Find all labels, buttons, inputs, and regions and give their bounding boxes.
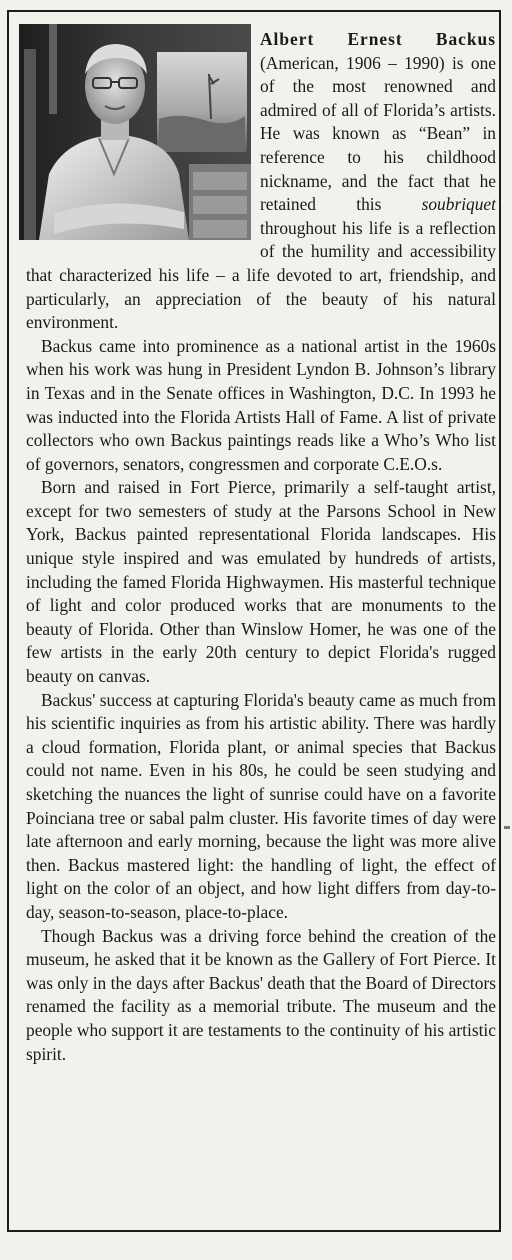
paragraph-1-intro: (American, 1906 – 1990) is one of the most renowned and admired of all of Florida’s artists. He was known as “Bean” in reference to his childhood nickname, and the fact that he retained this [260,52,496,215]
artist-name: Albert Ernest Backus [260,29,496,49]
biography-text [26,28,496,1066]
photo-float-space [26,28,254,244]
paragraph-3: Born and raised in Fort Pierce, primarily a self-taught artist, except for two semesters of study at the Parsons School in New York, Backus painted representational Florida landscapes. His unique style inspired and was emulated by hundreds of artists, including the famed Florida Highwaymen. His masterful technique of light and color produced works that are monuments to the beauty of Florida. Other than Winslow Homer, he was one of the few artists in the early 20th century to depict Florida's rugged beauty on canvas. [26,477,496,687]
paragraph-2: Backus came into prominence as a national artist in the 1960s when his work was hung in President Lyndon B. Johnson’s library in Texas and in the Senate offices in Washington, D.C. In 1993 he was inducted into the Florida Artists Hall of Fame. A list of private collectors who own Backus paintings reads like a Who’s Who list of governors, senators, congressmen and corporate C.E.O.s. [26,335,496,474]
edge-mark [504,826,510,829]
paragraph-5: Though Backus was a driving force behind the creation of the museum, he asked that it be known as the Gallery of Fort Pierce. It was only in the days after Backus' death that the Board of Directors renamed the facility as a memorial tribute. The museum and the people who support it are testaments to the continuity of his artistic spirit. [26,925,496,1064]
paragraph-1-rest: throughout his life is a reflection of the humility and accessibility that characterized his life – a life devoted to art, friendship, and particularly, an appreciation of the beauty of his natural environment. [26,217,496,333]
paragraph-1-italic: soubriquet [421,194,496,215]
paragraph-4: Backus' success at capturing Florida's beauty came as much from his scientific inquiries as from his artistic ability. There was hardly a cloud formation, Florida plant, or animal species that Backus could not name. Even in his 80s, he could be seen studying and sketching the nuances the light of sunrise could have on a favorite Poinciana tree or sabal palm cluster. His favorite times of day were late afternoon and early morning, because the light was more alive then. Backus mastered light: the handling of light, the effect of light on the color of an object, and how light differs from day-to-day, season-to-season, place-to-place. [26,689,496,922]
border-frame [7,10,501,1232]
